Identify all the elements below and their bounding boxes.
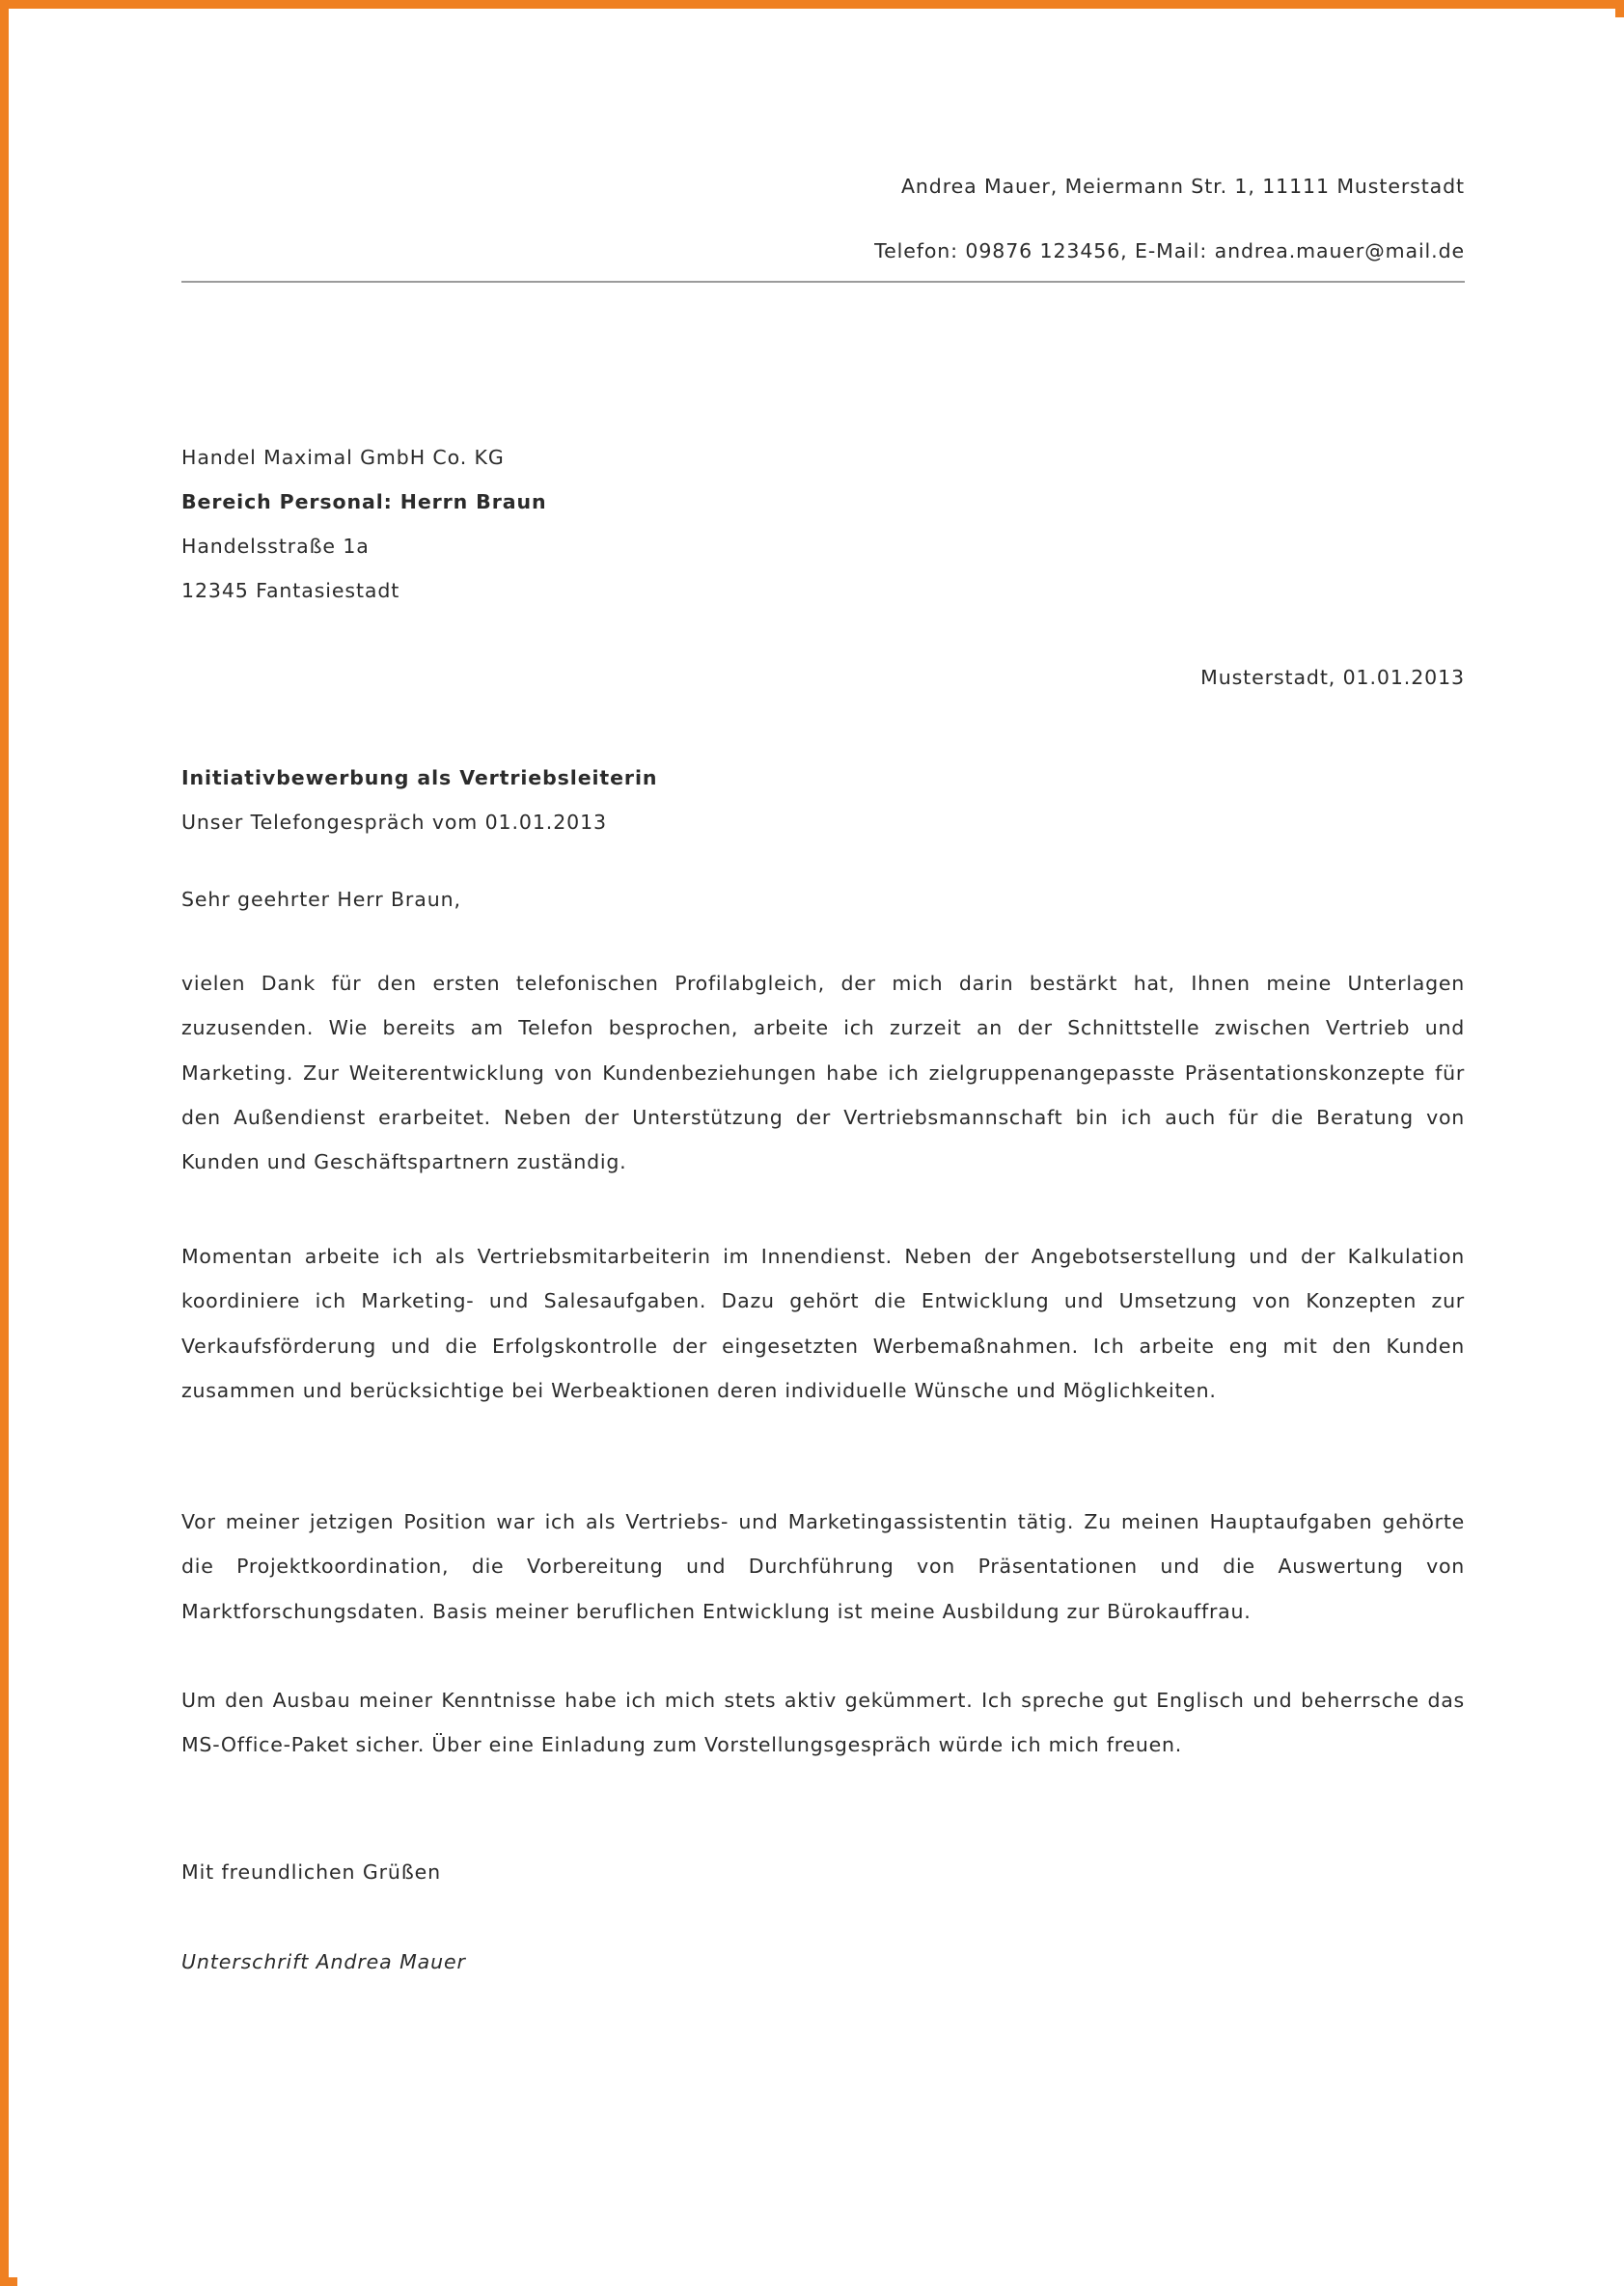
sender-name-address: Andrea Mauer, Meiermann Str. 1, 11111 Musterstadt [900, 175, 1465, 198]
cover-letter-document [17, 17, 1624, 2286]
recipient-company: Handel Maximal GmbH Co. KG [181, 446, 505, 469]
recipient-street: Handelsstraße 1a [181, 535, 370, 558]
recipient-city: 12345 Fantasiestadt [181, 579, 400, 602]
salutation: Sehr geehrter Herr Braun, [181, 888, 461, 911]
body-paragraph-1: vielen Dank für den ersten telefonischen Profilabgleich, der mich darin bestärkt hat, Ihnen meine Unterlagen zuzusenden. Wie bereits am Telefon besprochen, arbeite ich zurzeit an der Schnittstelle zwischen Vertrieb und Marketing. Zur Weiterentwicklung von Kundenbeziehungen habe ich zielgruppenangepasste Präsentationskonzepte für den Außendienst erarbeitet. Neben der Unterstützung der Vertriebsmannschaft bin ich auch für die Beratung von Kunden und Geschäftspartnern zuständig. [181, 972, 1465, 1174]
subject-title: Initiativbewerbung als Vertriebsleiterin [181, 766, 658, 789]
letter-date: Musterstadt, 01.01.2013 [1200, 666, 1465, 689]
signature-line: Unterschrift Andrea Mauer [181, 1950, 466, 1973]
recipient-department: Bereich Personal: Herrn Braun [181, 490, 547, 513]
sender-address-block [181, 177, 1465, 261]
body-paragraph-4: Um den Ausbau meiner Kenntnisse habe ich mich stets aktiv gekümmert. Ich spreche gut Englisch und beherrsche das MS-Office-Paket sicher. Über eine Einladung zum Vorstellungsgespräch würde ich mich freuen. [181, 1689, 1465, 1757]
letter-sheet [17, 17, 1624, 2286]
subject-reference: Unser Telefongespräch vom 01.01.2013 [181, 811, 607, 834]
body-paragraph-2: Momentan arbeite ich als Vertriebsmitarbeiterin im Innendienst. Neben der Angebotserstellung und der Kalkulation koordiniere ich Marketing- und Salesaufgaben. Dazu gehört die Entwicklung und Umsetzung von Konzepten zur Verkaufsförderung und die Erfolgskontrolle der eingesetzten Werbemaßnahmen. Ich arbeite eng mit den Kunden zusammen und berücksichtige bei Werbeaktionen deren individuelle Wünsche und Möglichkeiten. [181, 1245, 1465, 1402]
recipient-address-block [181, 435, 546, 613]
header-divider [181, 281, 1465, 283]
sender-contact: Telefon: 09876 123456, E-Mail: andrea.mauer@mail.de [874, 238, 1465, 262]
subject-block [181, 756, 657, 844]
closing-phrase: Mit freundlichen Grüßen [181, 1860, 442, 1884]
body-paragraph-3: Vor meiner jetzigen Position war ich als Vertriebs- und Marketingassistentin tätig. Zu meinen Hauptaufgaben gehörte die Projektkoordination, die Vorbereitung und Durchführung von Präsentationen und die Auswertung von Marktforschungsdaten. Basis meiner beruflichen Entwicklung ist meine Ausbildung zur Bürokauffrau. [181, 1510, 1465, 1623]
